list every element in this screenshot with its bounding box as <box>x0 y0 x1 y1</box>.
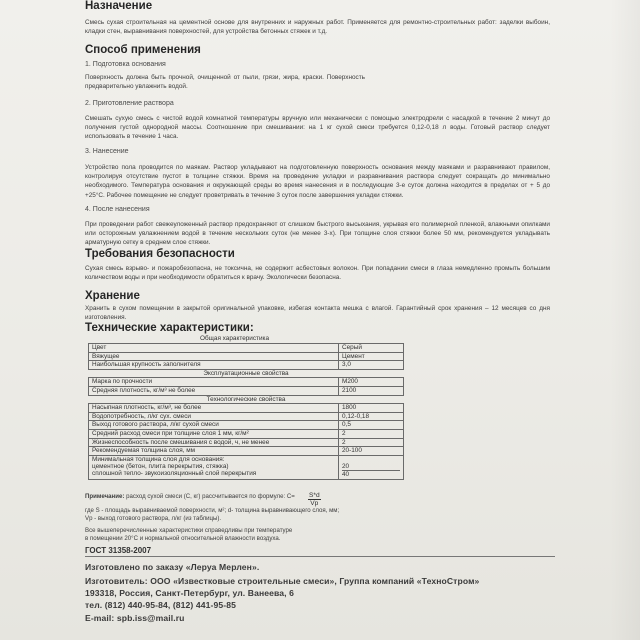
table-cell-value: 0,12-0,18 <box>339 412 404 421</box>
table-cell-label: Насыпная плотность, кг/м³, не более <box>89 404 339 413</box>
table-cell-label: Средняя плотность, кг/м³ не более <box>89 386 339 395</box>
page-shadow <box>610 0 640 640</box>
formula-fraction <box>308 492 321 507</box>
step1-title: 1. Подготовка основания <box>85 61 166 68</box>
min-thickness-v1: 20 <box>342 463 400 471</box>
table-row <box>89 438 404 447</box>
step2-title: 2. Приготовление раствора <box>85 100 174 107</box>
table-cell-value: М200 <box>339 378 404 387</box>
conditions-text-2: в помещении 20°С и нормальной относительной влажности воздуха. <box>85 535 281 542</box>
formula-numerator: S*d <box>309 492 320 499</box>
table-row <box>89 404 404 413</box>
formula-denominator: Vp <box>310 500 319 507</box>
table-cell-label: Наибольшая крупность заполнителя <box>89 361 339 370</box>
email-line: E-mail: spb.iss@mail.ru <box>85 613 185 623</box>
min-thickness-label-cell <box>89 455 339 479</box>
safety-heading: Требования безопасности <box>85 248 235 260</box>
table-row <box>89 429 404 438</box>
table-cell-label: Водопотребность, л/кг сух. смеси <box>89 412 339 421</box>
table-cell-label: Цвет <box>89 344 339 353</box>
consumption-formula <box>308 492 321 507</box>
min-thickness-label: Минимальная толщина слоя для основания: <box>92 455 225 463</box>
table-cell-value: 0,5 <box>339 421 404 430</box>
step1-text: Поверхность должна быть прочной, очищенной от пыли, грязи, жира, краски. Поверхность предварительно увлажнить водой. <box>85 74 365 91</box>
table-cell-value: Серый <box>339 344 404 353</box>
min-thickness-line2: сплошной тепло- звукоизоляционный слой перекрытия <box>92 470 257 478</box>
step3-text: Устройство пола проводится по маякам. Раствор укладывают на подготовленную поверхность основания между маяками и разравнивают правилом, контролируя отсутствие пустот в толщине стяжки. Время на проведение укладки и разравнивания раствора следует сокращать до минимально необходимого. Температура основания и окружающей среды во время нанесения и в последующие 3-е суток должна находится в пределах от + 5 до +25°С. Рабочее помещение не следует проветривать в течение 3 суток после завершения укладки стяжки. <box>85 164 550 199</box>
table-cell-label: Средний расход смеси при толщине слоя 1 мм, кг/м² <box>89 429 339 438</box>
conditions-text-1: Все вышеперечисленные характеристики справедливы при температуре <box>85 527 293 534</box>
table-row <box>89 378 404 387</box>
table-cell-label: Выход готового раствора, л/кг сухой смеси <box>89 421 339 430</box>
gost-standard: ГОСТ 31358-2007 <box>85 546 152 555</box>
table-section-row <box>89 369 404 378</box>
step2-text: Смешать сухую смесь с чистой водой комнатной температуры вручную или механически с помощью электродрели с насадкой в течение 2 минут до получения густой однородной массы. Соотношение при смешивании: на 1 кг сухой смеси требуется 0,12-0,18 л воды. Готовый раствор следует использовать в течение 1 часа. <box>85 115 550 141</box>
order-line: Изготовлено по заказу «Леруа Мерлен». <box>85 562 260 572</box>
specs-heading: Технические характеристики: <box>85 322 254 334</box>
min-thickness-line1: цементное (бетон, плита перекрытия, стяжка) <box>92 463 229 471</box>
table-row <box>89 447 404 456</box>
min-thickness-value-cell <box>339 455 404 479</box>
table-row <box>89 421 404 430</box>
table-cell-label: Вяжущее <box>89 352 339 361</box>
table-row <box>89 352 404 361</box>
purpose-text: Смесь сухая строительная на цементной основе для внутренних и наружных работ. Применяется для ремонтно-строительных работ: заделки выбоин, кладки стен, выравнивания поверхностей, для устройства бетонных стяжек и т.д. <box>85 19 550 36</box>
manufacturer-line: Изготовитель: ООО «Известковые строительные смеси», Группа компаний «ТехноСтром» <box>85 576 480 586</box>
table-cell-value: Цемент <box>339 352 404 361</box>
specs-table <box>88 343 404 480</box>
table-cell-value: 2100 <box>339 386 404 395</box>
application-heading: Способ применения <box>85 44 201 56</box>
table-row <box>89 386 404 395</box>
purpose-heading: Назначение <box>85 0 153 12</box>
table-cell-value: 20-100 <box>339 447 404 456</box>
where-text: где S - площадь выравниваемой поверхности, м²; d- толщина выравнивающего слоя, мм; <box>85 507 340 514</box>
where-text-2: Vp - выход готового раствора, л/кг (из таблицы). <box>85 515 222 522</box>
table-cell-label: Марка по прочности <box>89 378 339 387</box>
step4-text: При проведении работ свежеуложенный раствор предохраняют от слишком быстрого высыхания, укрывая его полимерной пленкой, влажными опилками или осторожным увлажнением водой в течение нескольких суток (не менее 3-х). При толщине слоя стяжки более 50 мм, рекомендуется укладывать арматурную сетку в среднем слое стяжки. <box>85 221 550 247</box>
table-cell-value: 2 <box>339 438 404 447</box>
table-row <box>89 361 404 370</box>
step4-title: 4. После нанесения <box>85 206 150 213</box>
safety-text: Сухая смесь взрыво- и пожаробезопасна, не токсична, не содержит асбестовых волокон. При попадании смеси в глаза немедленно промыть большим количеством воды и при необходимости обратиться к врачу. Экологически безопасна. <box>85 265 550 282</box>
note-label: Примечание: <box>85 493 125 500</box>
note-line <box>85 492 445 501</box>
table-row <box>89 344 404 353</box>
storage-heading: Хранение <box>85 290 140 302</box>
table-section-row <box>89 395 404 404</box>
operational-section-title: Эксплуатационные свойства <box>89 369 404 378</box>
note-text: расход сухой смеси (С, кг) рассчитывается по формуле: С= <box>126 493 295 500</box>
table-row <box>89 412 404 421</box>
phone-line: тел. (812) 440-95-84, (812) 441-95-85 <box>85 600 236 610</box>
table-cell-value: 3,0 <box>339 361 404 370</box>
table-cell-label: Рекомендуемая толщина слоя, мм <box>89 447 339 456</box>
table-row-min-thickness <box>89 455 404 479</box>
address-line: 193318, Россия, Санкт-Петербург, ул. Ванеева, 6 <box>85 588 295 598</box>
table-cell-label: Жизнеспособность после смешивания с водой, ч, не менее <box>89 438 339 447</box>
table-cell-value: 1800 <box>339 404 404 413</box>
general-section-title: Общая характеристика <box>200 335 270 342</box>
step3-title: 3. Нанесение <box>85 148 129 155</box>
min-thickness-v2: 40 <box>342 471 350 479</box>
table-cell-value: 2 <box>339 429 404 438</box>
storage-text: Хранить в сухом помещении в закрытой оригинальной упаковке, избегая контакта мешка с влагой. Гарантийный срок хранения – 12 месяцев со дня изготовления. <box>85 305 550 322</box>
tech-section-title: Технологические свойства <box>89 395 404 404</box>
footer-divider <box>85 556 555 557</box>
